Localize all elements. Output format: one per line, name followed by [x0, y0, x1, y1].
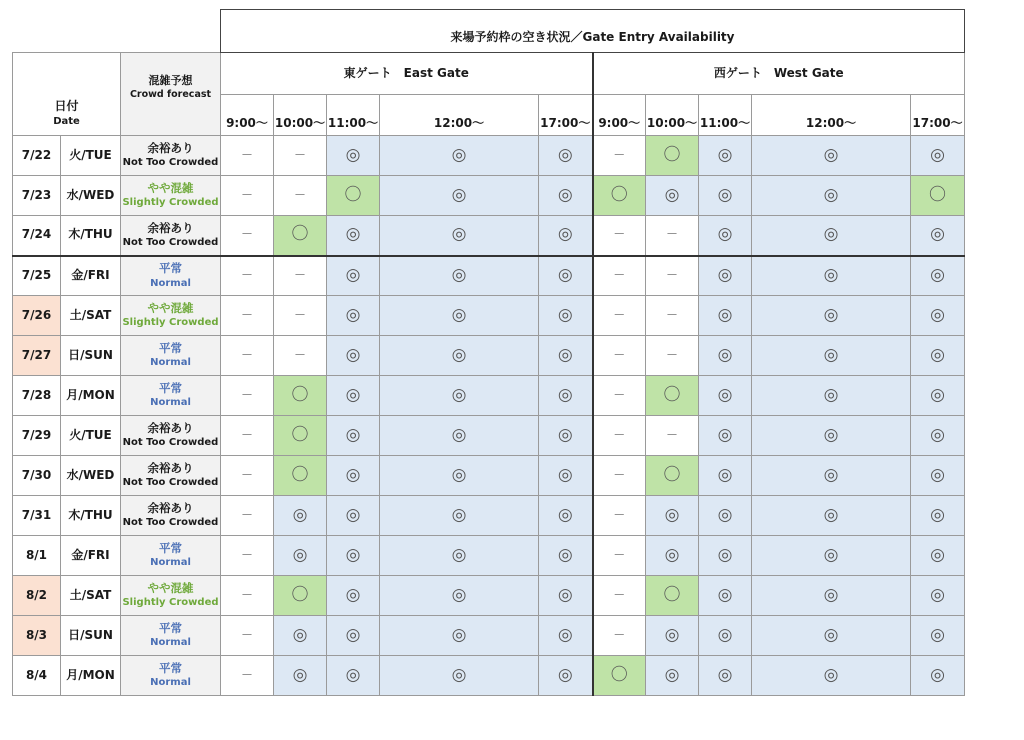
table-row: [13, 616, 965, 656]
double-circle-icon: ◎: [752, 256, 911, 296]
row-crowd-forecast: [121, 496, 221, 536]
crowd-label-en: Normal: [150, 557, 191, 569]
crowd-header: [121, 53, 221, 136]
crowd-label-jp: 余裕あり: [147, 461, 194, 476]
time-west-1100: 11:00～: [699, 95, 752, 136]
date-header-en: Date: [53, 116, 80, 128]
double-circle-icon: ◎: [752, 416, 911, 456]
double-circle-icon: ◎: [646, 496, 699, 536]
row-crowd-forecast: [121, 216, 221, 256]
crowd-label-en: Normal: [150, 397, 191, 409]
row-day: 日/SUN: [61, 336, 121, 376]
dash-mark: －: [221, 296, 274, 336]
crowd-label-jp: 余裕あり: [147, 220, 194, 235]
double-circle-icon: ◎: [646, 656, 699, 696]
dash-mark: －: [221, 336, 274, 376]
dash-mark: －: [221, 576, 274, 616]
crowd-label-en: Not Too Crowded: [122, 157, 219, 169]
row-day: 日/SUN: [61, 616, 121, 656]
row-crowd-forecast: [121, 296, 221, 336]
dash-mark: －: [593, 296, 646, 336]
row-date: 7/24: [13, 216, 61, 256]
circle-icon: 〇: [911, 176, 965, 216]
crowd-label-en: Normal: [150, 637, 191, 649]
table-row: [13, 416, 965, 456]
double-circle-icon: ◎: [911, 256, 965, 296]
double-circle-icon: ◎: [752, 216, 911, 256]
row-day: 土/SAT: [61, 576, 121, 616]
circle-icon: 〇: [646, 136, 699, 176]
circle-icon: 〇: [646, 576, 699, 616]
crowd-label-jp: 余裕あり: [147, 421, 194, 436]
crowd-header-en: Crowd forecast: [129, 88, 212, 100]
double-circle-icon: ◎: [752, 376, 911, 416]
time-east-1700: 17:00～: [539, 95, 593, 136]
table-row: [13, 256, 965, 296]
table-row: [13, 376, 965, 416]
table-row: [13, 576, 965, 616]
double-circle-icon: ◎: [911, 416, 965, 456]
crowd-label-en: Slightly Crowded: [122, 197, 219, 209]
row-date: 7/28: [13, 376, 61, 416]
dash-mark: －: [593, 336, 646, 376]
double-circle-icon: ◎: [380, 216, 539, 256]
dash-mark: －: [593, 136, 646, 176]
dash-mark: －: [274, 136, 327, 176]
double-circle-icon: ◎: [539, 576, 593, 616]
gate-row: [13, 53, 965, 95]
row-crowd-forecast: [121, 376, 221, 416]
row-crowd-forecast: [121, 176, 221, 216]
circle-icon: 〇: [327, 176, 380, 216]
table-title: 来場予約枠の空き状況／Gate Entry Availability: [221, 10, 965, 53]
double-circle-icon: ◎: [380, 376, 539, 416]
circle-icon: 〇: [593, 176, 646, 216]
crowd-label-en: Not Too Crowded: [122, 437, 219, 449]
double-circle-icon: ◎: [539, 216, 593, 256]
double-circle-icon: ◎: [380, 336, 539, 376]
crowd-label-en: Not Too Crowded: [122, 477, 219, 489]
double-circle-icon: ◎: [699, 376, 752, 416]
double-circle-icon: ◎: [699, 456, 752, 496]
crowd-label-jp: 余裕あり: [147, 141, 194, 156]
double-circle-icon: ◎: [327, 256, 380, 296]
double-circle-icon: ◎: [274, 616, 327, 656]
double-circle-icon: ◎: [327, 456, 380, 496]
circle-icon: 〇: [274, 376, 327, 416]
row-date: 7/26: [13, 296, 61, 336]
crowd-label-jp: 余裕あり: [147, 501, 194, 516]
double-circle-icon: ◎: [380, 536, 539, 576]
dash-mark: －: [593, 416, 646, 456]
double-circle-icon: ◎: [752, 576, 911, 616]
double-circle-icon: ◎: [699, 296, 752, 336]
time-east-1000: 10:00～: [274, 95, 327, 136]
double-circle-icon: ◎: [752, 496, 911, 536]
dash-mark: －: [593, 576, 646, 616]
circle-icon: 〇: [274, 456, 327, 496]
double-circle-icon: ◎: [274, 656, 327, 696]
dash-mark: －: [221, 216, 274, 256]
dash-mark: －: [274, 336, 327, 376]
double-circle-icon: ◎: [539, 336, 593, 376]
circle-icon: 〇: [646, 376, 699, 416]
double-circle-icon: ◎: [699, 576, 752, 616]
circle-icon: 〇: [593, 656, 646, 696]
title-row: [13, 10, 965, 53]
circle-icon: 〇: [274, 216, 327, 256]
table-row: [13, 216, 965, 256]
dash-mark: －: [646, 296, 699, 336]
row-date: 7/22: [13, 136, 61, 176]
date-header-jp: 日付: [54, 99, 79, 114]
blank-corner: [13, 10, 221, 53]
double-circle-icon: ◎: [911, 536, 965, 576]
row-date: 7/25: [13, 256, 61, 296]
row-day: 水/WED: [61, 456, 121, 496]
row-day: 金/FRI: [61, 256, 121, 296]
double-circle-icon: ◎: [380, 176, 539, 216]
row-crowd-forecast: [121, 456, 221, 496]
dash-mark: －: [274, 256, 327, 296]
crowd-label-en: Normal: [150, 277, 191, 289]
row-date: 8/2: [13, 576, 61, 616]
double-circle-icon: ◎: [274, 536, 327, 576]
double-circle-icon: ◎: [539, 656, 593, 696]
crowd-label-jp: 平常: [159, 621, 182, 636]
table-row: [13, 176, 965, 216]
double-circle-icon: ◎: [327, 416, 380, 456]
row-day: 土/SAT: [61, 296, 121, 336]
time-west-1700: 17:00～: [911, 95, 965, 136]
double-circle-icon: ◎: [752, 296, 911, 336]
row-crowd-forecast: [121, 136, 221, 176]
row-crowd-forecast: [121, 256, 221, 296]
dash-mark: －: [221, 656, 274, 696]
row-day: 月/MON: [61, 376, 121, 416]
dash-mark: －: [221, 496, 274, 536]
table-row: [13, 336, 965, 376]
double-circle-icon: ◎: [646, 536, 699, 576]
date-header: [13, 53, 121, 136]
double-circle-icon: ◎: [911, 456, 965, 496]
east-gate-header: 東ゲート East Gate: [221, 53, 593, 95]
double-circle-icon: ◎: [327, 216, 380, 256]
double-circle-icon: ◎: [380, 576, 539, 616]
double-circle-icon: ◎: [380, 616, 539, 656]
table-row: [13, 656, 965, 696]
dash-mark: －: [646, 256, 699, 296]
availability-table: [12, 9, 965, 696]
double-circle-icon: ◎: [274, 496, 327, 536]
double-circle-icon: ◎: [911, 216, 965, 256]
double-circle-icon: ◎: [752, 176, 911, 216]
double-circle-icon: ◎: [911, 136, 965, 176]
double-circle-icon: ◎: [752, 336, 911, 376]
double-circle-icon: ◎: [752, 456, 911, 496]
row-crowd-forecast: [121, 576, 221, 616]
dash-mark: －: [274, 176, 327, 216]
row-crowd-forecast: [121, 416, 221, 456]
double-circle-icon: ◎: [380, 256, 539, 296]
time-west-0900: 9:00～: [593, 95, 646, 136]
dash-mark: －: [221, 616, 274, 656]
double-circle-icon: ◎: [699, 536, 752, 576]
crowd-label-en: Slightly Crowded: [122, 317, 219, 329]
row-date: 8/3: [13, 616, 61, 656]
row-day: 火/TUE: [61, 416, 121, 456]
table-row: [13, 536, 965, 576]
dash-mark: －: [593, 616, 646, 656]
dash-mark: －: [646, 416, 699, 456]
dash-mark: －: [593, 536, 646, 576]
crowd-label-jp: 平常: [159, 541, 182, 556]
time-west-1200: 12:00～: [752, 95, 911, 136]
dash-mark: －: [221, 416, 274, 456]
row-date: 8/4: [13, 656, 61, 696]
dash-mark: －: [221, 456, 274, 496]
row-day: 木/THU: [61, 496, 121, 536]
row-day: 木/THU: [61, 216, 121, 256]
double-circle-icon: ◎: [327, 496, 380, 536]
double-circle-icon: ◎: [327, 536, 380, 576]
double-circle-icon: ◎: [911, 616, 965, 656]
double-circle-icon: ◎: [911, 576, 965, 616]
double-circle-icon: ◎: [327, 336, 380, 376]
row-day: 金/FRI: [61, 536, 121, 576]
double-circle-icon: ◎: [327, 296, 380, 336]
double-circle-icon: ◎: [699, 416, 752, 456]
double-circle-icon: ◎: [911, 496, 965, 536]
double-circle-icon: ◎: [699, 616, 752, 656]
double-circle-icon: ◎: [327, 136, 380, 176]
double-circle-icon: ◎: [699, 496, 752, 536]
double-circle-icon: ◎: [911, 296, 965, 336]
double-circle-icon: ◎: [327, 616, 380, 656]
double-circle-icon: ◎: [327, 656, 380, 696]
double-circle-icon: ◎: [752, 656, 911, 696]
crowd-label-en: Not Too Crowded: [122, 517, 219, 529]
double-circle-icon: ◎: [327, 376, 380, 416]
double-circle-icon: ◎: [752, 616, 911, 656]
row-date: 7/29: [13, 416, 61, 456]
row-date: 7/30: [13, 456, 61, 496]
dash-mark: －: [221, 136, 274, 176]
double-circle-icon: ◎: [539, 536, 593, 576]
double-circle-icon: ◎: [699, 256, 752, 296]
double-circle-icon: ◎: [699, 656, 752, 696]
double-circle-icon: ◎: [380, 416, 539, 456]
double-circle-icon: ◎: [539, 616, 593, 656]
dash-mark: －: [646, 216, 699, 256]
double-circle-icon: ◎: [699, 336, 752, 376]
dash-mark: －: [593, 496, 646, 536]
dash-mark: －: [274, 296, 327, 336]
row-day: 火/TUE: [61, 136, 121, 176]
time-east-1100: 11:00～: [327, 95, 380, 136]
crowd-label-jp: 平常: [159, 381, 182, 396]
table-row: [13, 296, 965, 336]
double-circle-icon: ◎: [539, 456, 593, 496]
double-circle-icon: ◎: [380, 136, 539, 176]
table-row: [13, 496, 965, 536]
row-crowd-forecast: [121, 336, 221, 376]
row-date: 8/1: [13, 536, 61, 576]
row-crowd-forecast: [121, 536, 221, 576]
row-date: 7/23: [13, 176, 61, 216]
double-circle-icon: ◎: [380, 456, 539, 496]
crowd-label-jp: 平常: [159, 341, 182, 356]
table-row: [13, 456, 965, 496]
time-east-0900: 9:00～: [221, 95, 274, 136]
double-circle-icon: ◎: [911, 656, 965, 696]
dash-mark: －: [593, 376, 646, 416]
crowd-label-jp: やや混雑: [147, 301, 194, 316]
double-circle-icon: ◎: [380, 656, 539, 696]
double-circle-icon: ◎: [699, 216, 752, 256]
row-crowd-forecast: [121, 616, 221, 656]
row-crowd-forecast: [121, 656, 221, 696]
dash-mark: －: [593, 216, 646, 256]
row-day: 水/WED: [61, 176, 121, 216]
crowd-label-en: Normal: [150, 677, 191, 689]
time-east-1200: 12:00～: [380, 95, 539, 136]
double-circle-icon: ◎: [911, 336, 965, 376]
row-date: 7/27: [13, 336, 61, 376]
double-circle-icon: ◎: [646, 616, 699, 656]
double-circle-icon: ◎: [380, 496, 539, 536]
dash-mark: －: [593, 456, 646, 496]
crowd-label-jp: 平常: [159, 661, 182, 676]
dash-mark: －: [221, 376, 274, 416]
circle-icon: 〇: [646, 456, 699, 496]
crowd-label-jp: やや混雑: [147, 181, 194, 196]
double-circle-icon: ◎: [539, 376, 593, 416]
row-day: 月/MON: [61, 656, 121, 696]
double-circle-icon: ◎: [752, 136, 911, 176]
double-circle-icon: ◎: [539, 416, 593, 456]
dash-mark: －: [593, 256, 646, 296]
double-circle-icon: ◎: [539, 296, 593, 336]
double-circle-icon: ◎: [699, 176, 752, 216]
double-circle-icon: ◎: [539, 496, 593, 536]
crowd-label-en: Normal: [150, 357, 191, 369]
double-circle-icon: ◎: [646, 176, 699, 216]
double-circle-icon: ◎: [539, 136, 593, 176]
circle-icon: 〇: [274, 576, 327, 616]
time-west-1000: 10:00～: [646, 95, 699, 136]
double-circle-icon: ◎: [699, 136, 752, 176]
dash-mark: －: [646, 336, 699, 376]
double-circle-icon: ◎: [752, 536, 911, 576]
dash-mark: －: [221, 256, 274, 296]
double-circle-icon: ◎: [539, 176, 593, 216]
crowd-label-en: Slightly Crowded: [122, 597, 219, 609]
table-row: [13, 136, 965, 176]
crowd-label-en: Not Too Crowded: [122, 237, 219, 249]
crowd-label-jp: 平常: [159, 261, 182, 276]
double-circle-icon: ◎: [380, 296, 539, 336]
crowd-header-jp: 混雑予想: [148, 74, 193, 87]
dash-mark: －: [221, 176, 274, 216]
double-circle-icon: ◎: [911, 376, 965, 416]
dash-mark: －: [221, 536, 274, 576]
row-date: 7/31: [13, 496, 61, 536]
circle-icon: 〇: [274, 416, 327, 456]
double-circle-icon: ◎: [327, 576, 380, 616]
crowd-label-jp: やや混雑: [147, 581, 194, 596]
west-gate-header: 西ゲート West Gate: [593, 53, 965, 95]
double-circle-icon: ◎: [539, 256, 593, 296]
